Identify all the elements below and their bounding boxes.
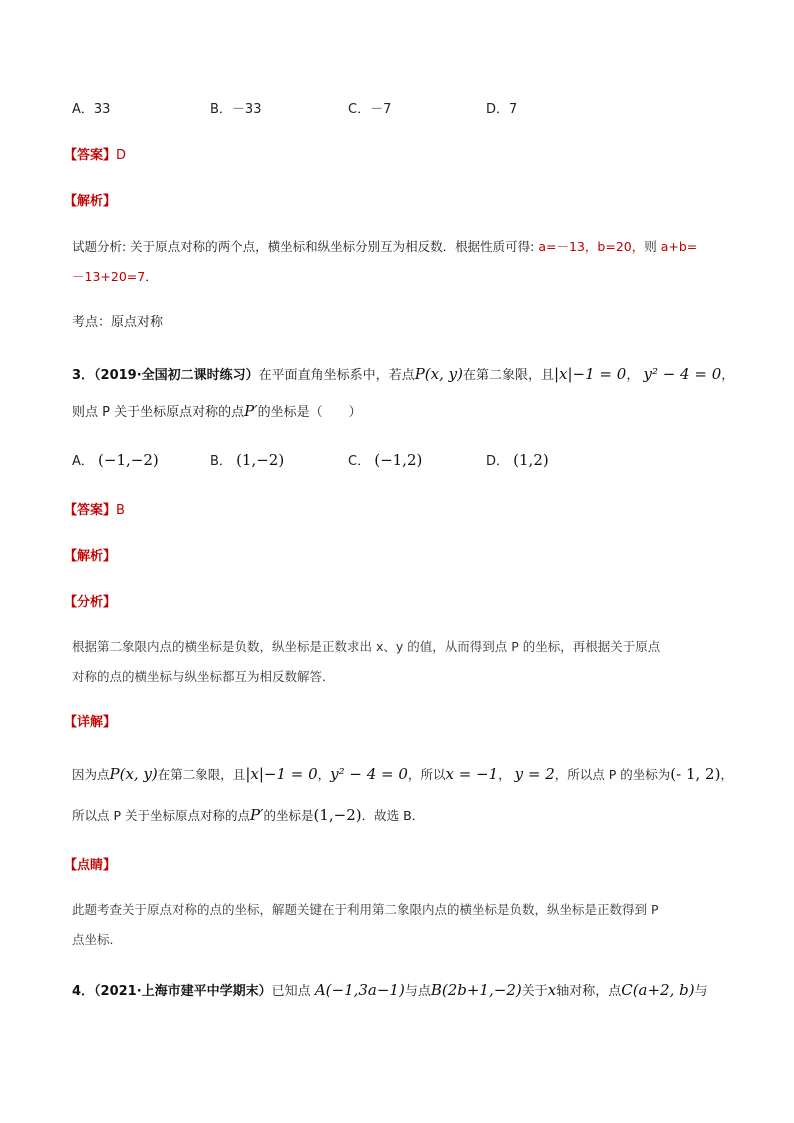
q3-detail-line2-b: 的坐标是 (263, 808, 314, 823)
q3-option-c (348, 450, 422, 472)
q2-analysis-line2 (72, 267, 158, 287)
q3-detail-cond1: |x|−1 = 0 (245, 765, 318, 783)
q2-analysis-text: 试题分析: 关于原点对称的两个点，横坐标和纵坐标分别互为相反数．根据性质可得: (72, 239, 539, 254)
q3-option-c-value: (−1,2) (374, 451, 423, 469)
q4-stem-c: 关于 (521, 984, 548, 999)
q3-answer (64, 501, 125, 521)
q3-option-b-letter: B． (210, 454, 232, 469)
q4-point-a: A(−1,3a−1) (314, 981, 405, 999)
q3-detail-e: ， (498, 767, 511, 782)
q4-number: 4． (72, 984, 95, 999)
q4-stem-b: 与点 (404, 984, 431, 999)
q2-analysis-line1 (72, 237, 697, 257)
q3-stem-line2-b: 的坐标是（ ） (257, 405, 362, 420)
q2-option-a (72, 100, 110, 120)
q3-option-b-value: (1,−2) (236, 451, 285, 469)
q3-cond1: |x|−1 = 0 (553, 365, 627, 383)
q2-option-b-value: －33 (231, 102, 262, 117)
q3-fenxi-line1: 根据第二象限内点的横坐标是负数，纵坐标是正数求出 x、y 的值，从而得到点 P 的坐标，再根据关于原点 (72, 639, 661, 654)
q3-stem-line2-a: 则点 P 关于坐标原点对称的点 (72, 405, 245, 420)
q2-option-b-letter: B． (210, 102, 232, 117)
q3-detail-tag: 【详解】 (64, 715, 117, 730)
q3-option-b (210, 450, 284, 472)
q3-detail-line2 (72, 805, 424, 826)
q3-detail-d: ，所以 (407, 767, 446, 782)
q3-stem-b: 在第二象限，且 (462, 368, 554, 383)
q3-option-a-letter: A． (72, 454, 94, 469)
q2-answer (64, 146, 126, 166)
q3-stem-a: 在平面直角坐标系中，若点 (258, 368, 415, 383)
q3-detail-line2-c: ．故选 B． (361, 808, 425, 823)
q2-option-a-value: 33 (93, 102, 111, 117)
answer-value: D (116, 148, 127, 163)
q3-p-prime: P′ (244, 402, 258, 420)
q3-detail-line2-a: 所以点 P 关于坐标原点对称的点 (72, 808, 250, 823)
q3-detail-a: 因为点 (72, 767, 110, 782)
q3-point-p: P(x, y) (414, 365, 463, 383)
q3-stem-line2 (72, 401, 362, 423)
q3-detail-x: x = −1 (445, 765, 499, 783)
q2-option-a-letter: A． (72, 102, 94, 117)
q2-option-c-value: －7 (370, 102, 392, 117)
q3-dianjing-line2: 点坐标. (72, 932, 114, 947)
q3-comma: ， (626, 368, 640, 383)
q2-analysis-values: a=－13，b=20， (538, 239, 645, 254)
q3-fenxi-tag: 【分析】 (64, 595, 117, 610)
q3-detail-g: ， (720, 767, 733, 782)
q3-number: 3． (72, 368, 95, 383)
q3-detail-comma: ， (317, 767, 331, 782)
q2-analysis-result: －13+20=7 (72, 269, 146, 284)
answer-tag: 【答案】 (64, 148, 117, 163)
q2-option-d-letter: D． (486, 102, 510, 117)
q3-detail-cond2: y² − 4 = 0 (330, 765, 408, 783)
q2-option-c (348, 100, 391, 120)
q3-answer-tag: 【答案】 (64, 503, 117, 518)
q4-stem-line1 (72, 980, 708, 1002)
q4-point-c: C(a+2, b) (621, 981, 695, 999)
q3-option-a (72, 450, 159, 472)
q2-point: 考点：原点对称 (72, 315, 164, 330)
q4-axis: x (547, 981, 557, 999)
q2-option-c-letter: C． (348, 102, 371, 117)
q3-detail-pcoord: (- 1, 2) (670, 765, 721, 783)
q3-dianjing-line1: 此题考查关于原点对称的点的坐标，解题关键在于利用第二象限内点的横坐标是负数，纵坐标是正数得到 P (72, 902, 659, 917)
q3-option-d-value: (1,2) (513, 451, 549, 469)
q3-stem-c: ， (721, 368, 735, 383)
q3-option-c-letter: C． (348, 454, 371, 469)
q3-detail-p: P(x, y) (109, 765, 158, 783)
q4-stem-d: 轴对称，点 (556, 984, 622, 999)
q3-detail-y: y = 2 (514, 765, 555, 783)
q3-fenxi-line2: 对称的点的横坐标与纵坐标都互为相反数解答． (72, 669, 335, 684)
q2-option-b (210, 100, 261, 120)
q2-option-d (486, 100, 517, 120)
q3-dianjing-tag: 【点睛】 (64, 858, 117, 873)
q3-option-d (486, 450, 549, 472)
q2-analysis-sum: a+b= (660, 239, 698, 254)
q3-detail-line1 (72, 764, 733, 785)
q2-option-d-value: 7 (509, 102, 518, 117)
q4-stem-e: 与 (694, 984, 708, 999)
q3-source: （2019·全国初二课时练习） (94, 368, 259, 383)
q3-detail-f: ，所以点 P 的坐标为 (554, 767, 671, 782)
q3-detail-line2-p: P′ (250, 806, 264, 824)
q3-cond2: y² − 4 = 0 (643, 365, 722, 383)
q3-detail-line2-coord: (1,−2) (313, 806, 362, 824)
q4-source: （2021·上海市建平中学期末） (94, 984, 272, 999)
q2-analysis-then: 则 (644, 239, 661, 254)
q3-analysis-tag: 【解析】 (64, 549, 117, 564)
q2-analysis-tag: 【解析】 (64, 194, 117, 209)
q4-stem-a: 已知点 (271, 984, 315, 999)
q3-stem-line1 (72, 364, 734, 386)
q3-option-a-value: (−1,−2) (98, 451, 159, 469)
q2-analysis-period: ． (145, 269, 158, 284)
q3-option-d-letter: D． (486, 454, 510, 469)
q4-point-b: B(2b+1,−2) (430, 981, 522, 999)
q3-detail-b: 在第二象限，且 (157, 767, 246, 782)
q3-answer-value: B (116, 503, 125, 518)
